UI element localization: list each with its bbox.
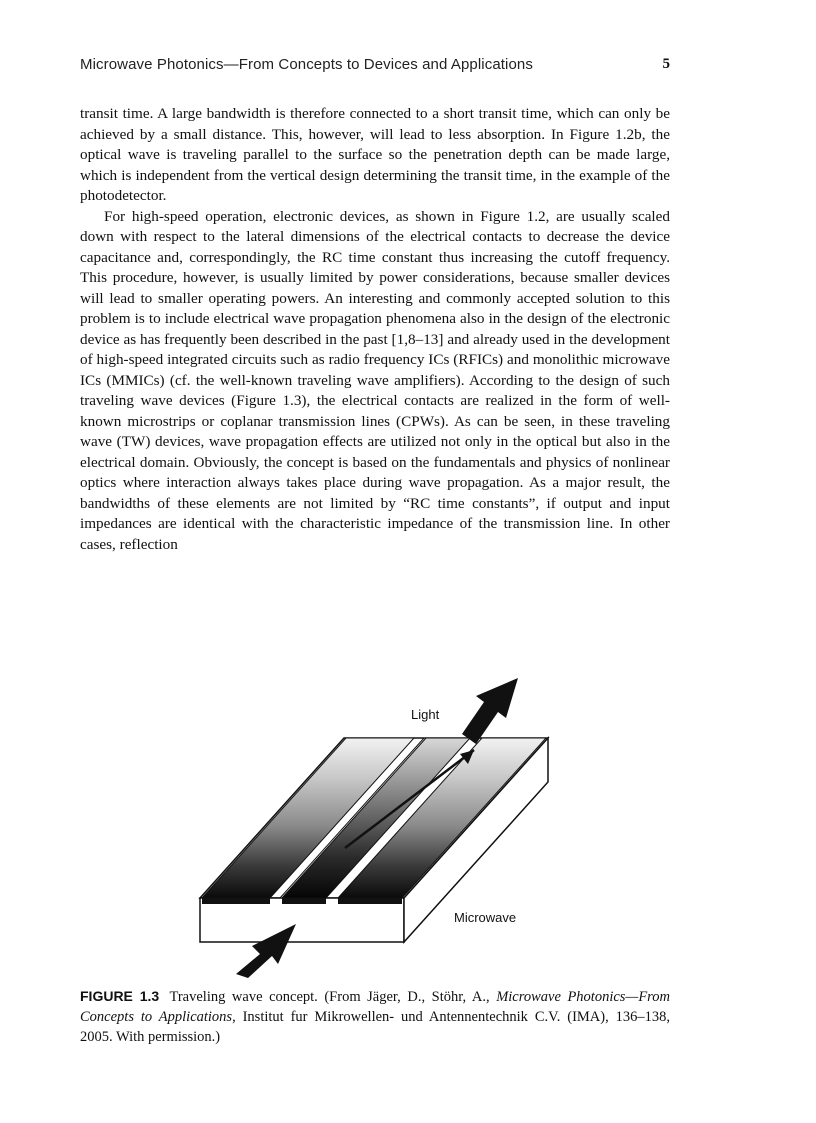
strip-edge-right bbox=[338, 898, 402, 904]
paragraph-1: transit time. A large bandwidth is therefore connected to a short transit time, which can only be achieved by a small distance. This, however, will lead to less absorption. In Figure 1.2b, the optical wave is traveling parallel to the surface so the penetration depth can be made large, which is independent from the vertical design determining the transit time, in the example of the photodetector. bbox=[80, 105, 670, 204]
light-output-arrow bbox=[462, 678, 518, 744]
strip-edge-center bbox=[282, 898, 326, 904]
figure-caption bbox=[80, 986, 670, 1047]
substrate-front bbox=[200, 898, 404, 942]
body-text bbox=[80, 104, 670, 555]
page-number: 5 bbox=[662, 56, 670, 72]
traveling-wave-diagram bbox=[190, 662, 560, 980]
label-light: Light bbox=[411, 707, 440, 722]
caption-italic-title: Microwave Photonics—From Concepts to Applications bbox=[80, 989, 671, 1025]
running-header bbox=[80, 56, 670, 76]
figure-traveling-wave bbox=[190, 662, 560, 980]
running-title: Microwave Photonics—From Concepts to Devices and Applications bbox=[80, 56, 533, 73]
caption-text-2: , Institut fur Mikrowellen- und Antennentechnik C.V. (IMA), 136–138, 2005. With permission.) bbox=[80, 1009, 670, 1045]
strip-edge-left bbox=[202, 898, 270, 904]
caption-text-1: Traveling wave concept. (From Jäger, D., Stöhr, A., bbox=[169, 989, 490, 1005]
caption-label: FIGURE 1.3 bbox=[80, 988, 160, 1004]
paragraph-2: For high-speed operation, electronic devices, as shown in Figure 1.2, are usually scaled down with respect to the lateral dimensions of the electrical contacts to decrease the device capacitance and, correspondingly, the RC time constant thus increasing the cutoff frequency. This procedure, however, is usually limited by power considerations, because smaller devices will lead to smaller operating powers. An interesting and commonly accepted solution to this problem is to include electrical wave propagation phenomena also in the design of the electronic device as has frequently been described in the past [1,8–13] and already used in the development of high-speed integrated circuits such as radio frequency ICs (RFICs) and monolithic microwave ICs (MMICs) (cf. the well-known traveling wave amplifiers). According to the design of such traveling wave devices (Figure 1.3), the electrical contacts are realized in the form of well-known microstrips or coplanar transmission lines (CPWs). As can be seen, in these traveling wave (TW) devices, wave propagation effects are utilized not only in the optical but also in the electrical domain. Obviously, the concept is based on the fundamentals and physics of nonlinear optics where interaction always takes place during wave propagation. As a major result, the bandwidths of these elements are not limited by “RC time constants”, if output and input impedances are identical with the characteristic impedance of the transmission line. In other cases, reflection bbox=[80, 207, 670, 553]
label-microwave: Microwave bbox=[454, 910, 517, 925]
